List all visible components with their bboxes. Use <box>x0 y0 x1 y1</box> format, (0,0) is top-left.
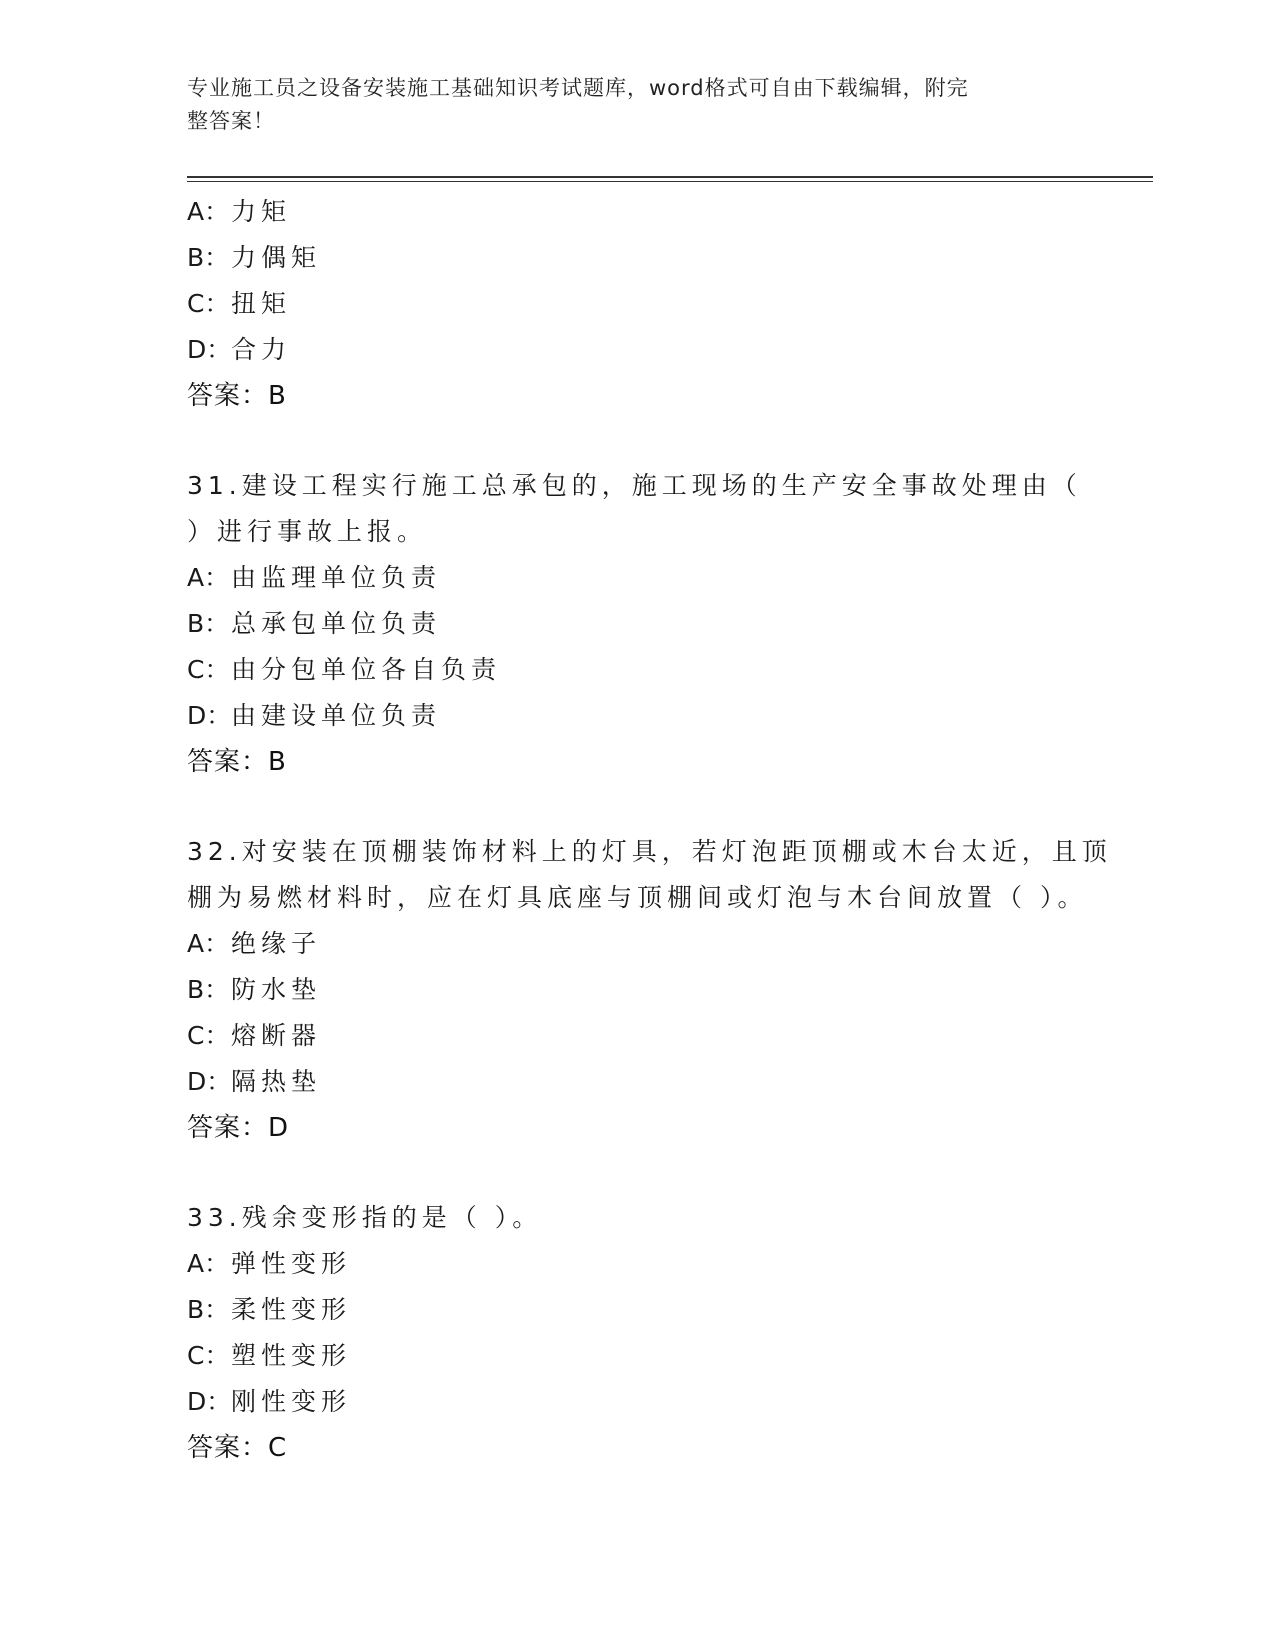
document-header <box>187 72 1067 138</box>
option-d <box>187 693 1087 739</box>
option-letter: A： <box>187 197 230 226</box>
option-letter: B： <box>187 1295 230 1324</box>
option-b <box>187 235 1087 281</box>
question-stem-line: ）进行事故上报。 <box>187 517 428 546</box>
header-divider-thin <box>187 181 1153 182</box>
option-letter: C： <box>187 289 230 318</box>
answer-line: 答案：B <box>187 747 287 777</box>
option-c <box>187 1013 1087 1059</box>
header-line-2: 整答案！ <box>187 109 275 133</box>
option-letter: C： <box>187 1021 230 1050</box>
option-letter: A： <box>187 563 230 592</box>
option-text: 弹性变形 <box>231 1249 352 1278</box>
question-33 <box>187 1195 1087 1471</box>
spacer <box>187 1151 1087 1195</box>
question-31 <box>187 463 1087 785</box>
option-text: 由建设单位负责 <box>231 701 442 730</box>
option-b <box>187 967 1087 1013</box>
option-text: 力偶矩 <box>231 243 322 272</box>
option-letter: A： <box>187 1249 230 1278</box>
option-c <box>187 281 1087 327</box>
option-text: 刚性变形 <box>231 1387 352 1416</box>
option-a <box>187 1241 1087 1287</box>
option-c <box>187 647 1087 693</box>
option-text: 总承包单位负责 <box>231 609 442 638</box>
question-stem-line: 33.残余变形指的是（ ）。 <box>187 1203 543 1232</box>
header-line-1: 专业施工员之设备安装施工基础知识考试题库，word格式可自由下载编辑，附完 <box>187 76 969 100</box>
option-text: 隔热垫 <box>231 1067 322 1096</box>
question-32 <box>187 829 1112 1151</box>
option-letter: C： <box>187 1341 230 1370</box>
option-text: 扭矩 <box>231 289 292 318</box>
option-letter: C： <box>187 655 230 684</box>
option-d <box>187 1059 1087 1105</box>
option-letter: B： <box>187 243 230 272</box>
question-stem-line: 棚为易燃材料时，应在灯具底座与顶棚间或灯泡与木台间放置（ ）。 <box>187 883 1088 912</box>
option-text: 熔断器 <box>231 1021 322 1050</box>
option-d <box>187 327 1087 373</box>
option-letter: B： <box>187 975 230 1004</box>
option-text: 由监理单位负责 <box>231 563 442 592</box>
header-divider-thick <box>187 176 1153 178</box>
option-text: 由分包单位各自负责 <box>231 655 502 684</box>
option-letter: D： <box>187 335 232 364</box>
option-text: 绝缘子 <box>231 929 322 958</box>
option-b <box>187 601 1087 647</box>
option-b <box>187 1287 1087 1333</box>
option-letter: B： <box>187 609 230 638</box>
answer-line: 答案：D <box>187 1113 290 1143</box>
option-letter: D： <box>187 1387 232 1416</box>
option-letter: A： <box>187 929 230 958</box>
spacer <box>187 785 1087 829</box>
option-a <box>187 189 1087 235</box>
option-a <box>187 921 1087 967</box>
question-stem-line: 31.建设工程实行施工总承包的，施工现场的生产安全事故处理由（ <box>187 471 1082 500</box>
option-c <box>187 1333 1087 1379</box>
option-text: 防水垫 <box>231 975 322 1004</box>
option-letter: D： <box>187 701 232 730</box>
answer-line: 答案：C <box>187 1433 288 1463</box>
option-letter: D： <box>187 1067 232 1096</box>
option-a <box>187 555 1087 601</box>
option-d <box>187 1379 1087 1425</box>
option-text: 合力 <box>231 335 292 364</box>
option-text: 力矩 <box>231 197 292 226</box>
question-fragment <box>187 189 1087 419</box>
option-text: 柔性变形 <box>231 1295 352 1324</box>
spacer <box>187 419 1087 463</box>
option-text: 塑性变形 <box>231 1341 352 1370</box>
question-stem-line: 32.对安装在顶棚装饰材料上的灯具，若灯泡距顶棚或木台太近，且顶 <box>187 837 1112 866</box>
answer-line: 答案：B <box>187 381 287 411</box>
question-list <box>187 189 1112 1471</box>
